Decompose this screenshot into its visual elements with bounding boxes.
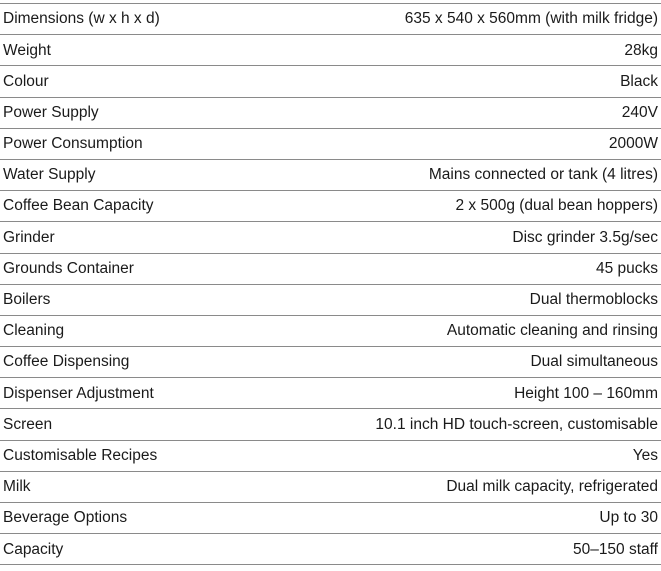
- spec-label: Power Supply: [3, 103, 99, 121]
- spec-value: 2000W: [608, 135, 658, 153]
- spec-value: 50–150 staff: [572, 540, 658, 558]
- spec-row-power-supply: [0, 98, 661, 129]
- spec-value: Mains connected or tank (4 litres): [428, 166, 658, 184]
- spec-row-grinder: [0, 222, 661, 253]
- spec-label: Screen: [3, 415, 53, 433]
- spec-value: 45 pucks: [595, 259, 658, 277]
- spec-label: Milk: [3, 478, 31, 496]
- spec-row-weight: [0, 35, 661, 66]
- spec-row-cleaning: [0, 316, 661, 347]
- spec-label: Grounds Container: [3, 259, 134, 277]
- spec-row-capacity: [0, 534, 661, 565]
- spec-row-dimensions: [0, 4, 661, 35]
- spec-label: Capacity: [3, 540, 64, 558]
- spec-row-grounds-container: [0, 254, 661, 285]
- spec-label: Beverage Options: [3, 509, 128, 527]
- spec-value: 2 x 500g (dual bean hoppers): [455, 197, 658, 215]
- spec-label: Colour: [3, 72, 49, 90]
- spec-value: Up to 30: [599, 509, 658, 527]
- spec-label: Water Supply: [3, 166, 96, 184]
- spec-row-boilers: [0, 285, 661, 316]
- spec-label: Coffee Dispensing: [3, 353, 130, 371]
- spec-value: Dual thermoblocks: [529, 291, 658, 309]
- spec-row-power-consumption: [0, 129, 661, 160]
- spec-label: Grinder: [3, 228, 55, 246]
- spec-value: 10.1 inch HD touch-screen, customisable: [375, 415, 658, 433]
- spec-label: Customisable Recipes: [3, 446, 158, 464]
- spec-row-beverage-options: [0, 503, 661, 534]
- spec-label: Dimensions (w x h x d): [3, 10, 160, 28]
- spec-value: 240V: [621, 103, 658, 121]
- spec-row-water-supply: [0, 160, 661, 191]
- spec-label: Cleaning: [3, 322, 65, 340]
- spec-label: Power Consumption: [3, 135, 143, 153]
- spec-value: Dual milk capacity, refrigerated: [446, 478, 658, 496]
- spec-label: Boilers: [3, 291, 51, 309]
- spec-row-coffee-dispensing: [0, 347, 661, 378]
- spec-value: Disc grinder 3.5g/sec: [512, 228, 658, 246]
- spec-value: 635 x 540 x 560mm (with milk fridge): [404, 10, 658, 28]
- spec-row-coffee-bean-capacity: [0, 191, 661, 222]
- spec-label: Coffee Bean Capacity: [3, 197, 154, 215]
- spec-table: [0, 3, 661, 565]
- spec-value: Height 100 – 160mm: [514, 384, 658, 402]
- spec-row-screen: [0, 409, 661, 440]
- spec-value: Black: [620, 72, 658, 90]
- spec-label: Dispenser Adjustment: [3, 384, 154, 402]
- spec-value: Dual simultaneous: [530, 353, 658, 371]
- spec-value: Yes: [632, 446, 658, 464]
- spec-label: Weight: [3, 41, 51, 59]
- spec-value: 28kg: [624, 41, 658, 59]
- spec-row-dispenser-adjustment: [0, 378, 661, 409]
- spec-row-customisable-recipes: [0, 441, 661, 472]
- spec-row-colour: [0, 66, 661, 97]
- spec-value: Automatic cleaning and rinsing: [446, 322, 658, 340]
- spec-row-milk: [0, 472, 661, 503]
